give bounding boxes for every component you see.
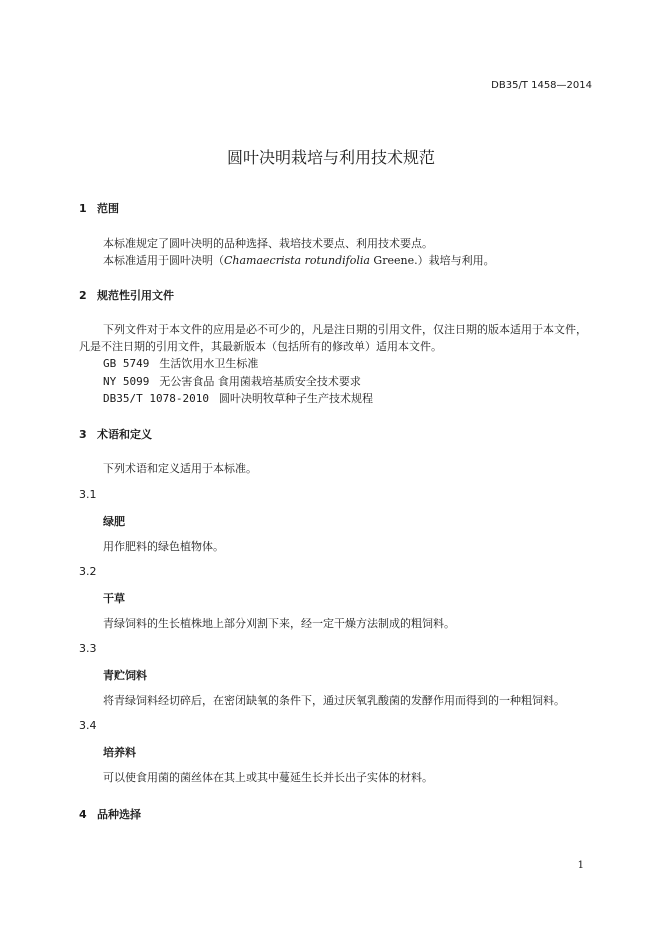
term-title: 青贮饲料 xyxy=(103,669,147,682)
standard-code: DB35/T 1458—2014 xyxy=(491,80,592,91)
reference-item xyxy=(103,390,373,406)
term-number: 3.1 xyxy=(79,488,97,501)
scope-paragraph-1: 本标准规定了圆叶决明的品种选择、栽培技术要点、利用技术要点。 xyxy=(103,237,433,250)
reference-title: 圆叶决明牧草种子生产技术规程 xyxy=(218,392,373,405)
section-2-heading xyxy=(79,287,174,303)
document-title: 圆叶决明栽培与利用技术规范 xyxy=(226,148,435,167)
term-title: 绿肥 xyxy=(103,515,125,528)
term-title: 培养料 xyxy=(103,746,136,759)
references-paragraph-line-1: 下列文件对于本文件的应用是必不可少的，凡是注日期的引用文件，仅注日期的版本适用于本文件， xyxy=(103,323,587,336)
term-title: 干草 xyxy=(103,592,125,605)
term-number: 3.4 xyxy=(79,719,97,732)
term-definition: 可以使食用菌的菌丝体在其上或其中蔓延生长并长出子实体的材料。 xyxy=(103,771,433,784)
terms-intro: 下列术语和定义适用于本标准。 xyxy=(103,462,257,475)
reference-title: 生活饮用水卫生标准 xyxy=(159,357,259,370)
term-definition: 将青绿饲料经切碎后，在密闭缺氧的条件下，通过厌氧乳酸菌的发酵作用而得到的一种粗饲料。 xyxy=(103,694,565,707)
section-4-heading xyxy=(79,806,141,822)
term-number: 3.2 xyxy=(79,565,97,578)
section-number: 3 xyxy=(79,428,87,441)
section-title: 范围 xyxy=(97,202,119,215)
reference-item xyxy=(103,355,258,371)
page-number: 1 xyxy=(577,860,584,871)
section-title: 规范性引用文件 xyxy=(97,289,174,302)
reference-item xyxy=(103,373,361,389)
section-1-heading xyxy=(79,200,119,216)
reference-code: NY 5099 xyxy=(103,375,150,388)
section-title: 术语和定义 xyxy=(97,428,152,441)
reference-title: 无公害食品 食用菌栽培基质安全技术要求 xyxy=(159,375,361,388)
section-number: 4 xyxy=(79,808,87,821)
term-definition: 青绿饲料的生长植株地上部分刈割下来，经一定干燥方法制成的粗饲料。 xyxy=(103,617,455,630)
reference-code: DB35/T 1078-2010 xyxy=(103,392,209,405)
latin-species-name: Chamaecrista rotundifolia xyxy=(224,254,370,267)
reference-code: GB 5749 xyxy=(103,357,150,370)
references-paragraph-line-2: 凡是不注日期的引用文件，其最新版本（包括所有的修改单）适用本文件。 xyxy=(79,340,442,353)
scope-text-prefix: 本标准适用于圆叶决明（ xyxy=(103,254,224,267)
section-number: 2 xyxy=(79,289,87,302)
scope-text-suffix: Greene.）栽培与利用。 xyxy=(369,254,495,267)
term-number: 3.3 xyxy=(79,642,97,655)
section-number: 1 xyxy=(79,202,87,215)
section-title: 品种选择 xyxy=(97,808,141,821)
term-definition: 用作肥料的绿色植物体。 xyxy=(103,540,224,553)
section-3-heading xyxy=(79,426,152,442)
scope-paragraph-2 xyxy=(103,252,495,268)
